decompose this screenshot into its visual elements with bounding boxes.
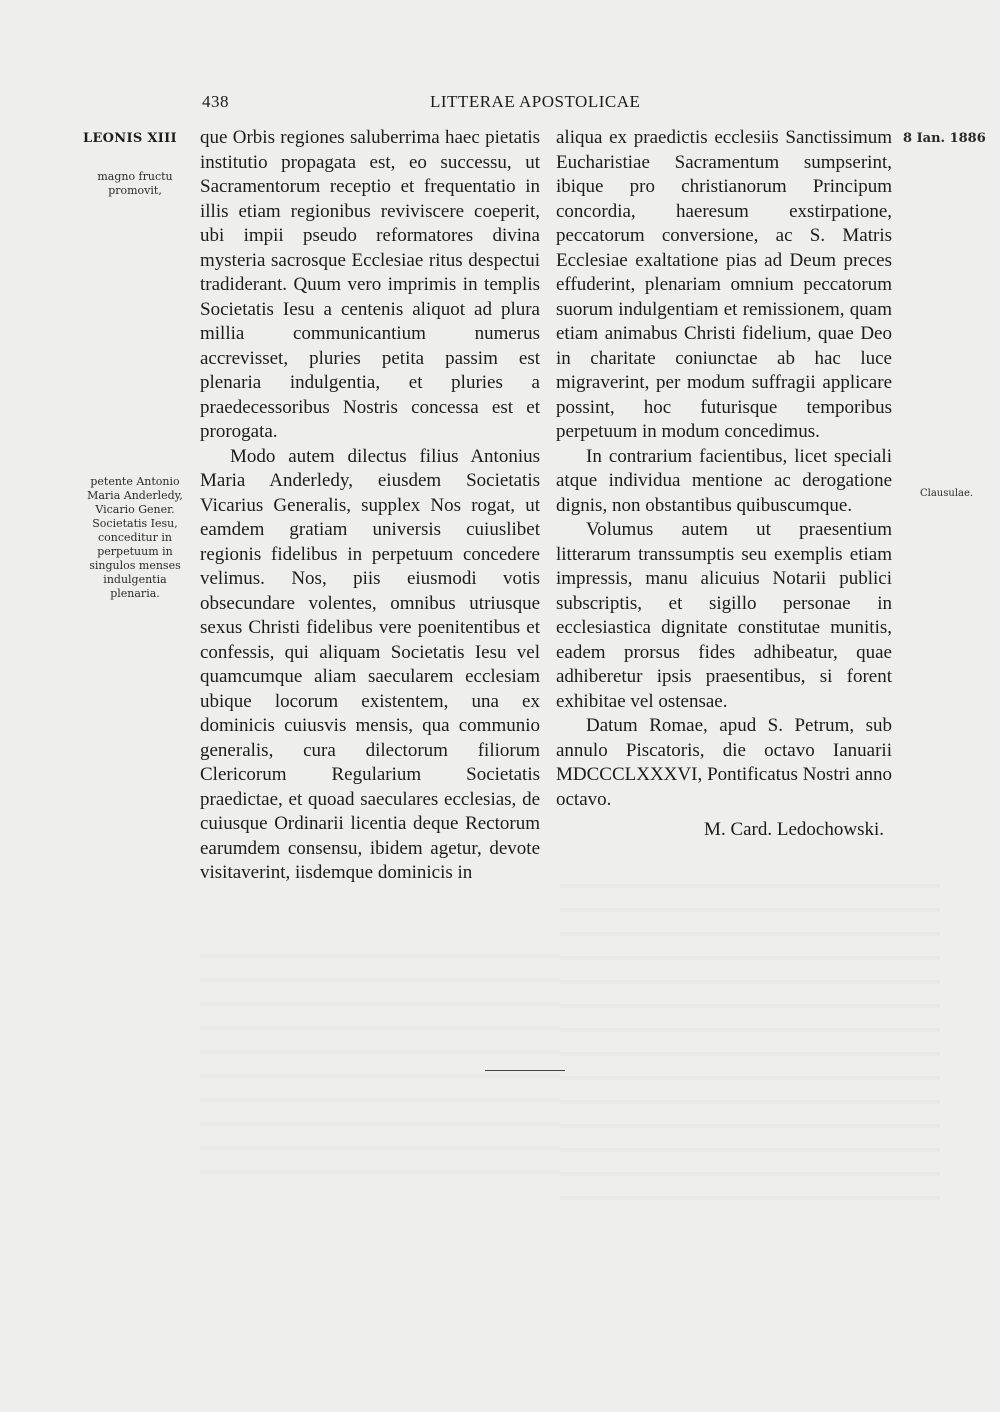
- right-paragraph-4: Datum Romae, apud S. Petrum, sub annulo Piscatoris, die octavo Ianuarii MDCCCLXXXVI, Pontificatus Nostri anno octavo.: [556, 715, 892, 810]
- left-paragraph-2: Modo autem dilectus filius Antonius Maria Anderledy, eiusdem Societatis Vicarius Generalis, supplex Nos rogat, ut eamdem gratiam universis cuiuslibet regionis fidelibus in perpetuum concedere velimus. Nos, piis eiusmodi votis obsecundare volentes, omnibus utriusque sexus Christi fidelibus vere poenitentibus et confessis, qui aliquam Societatis Iesu vel quamcumque aliam saecularem ecclesiam ubique locorum existentem, una ex dominicis cuiusvis mensis, qua communio generalis, cura dilectorum filiorum Clericorum Regularium Societatis praedictae, et quoad saeculares ecclesias, de cuiusque Ordinarii licentia deque Rectorum earumdem consensu, ibidem agetur, devote visitaverint, iisdemque dominicis in: [200, 445, 540, 883]
- right-column: [556, 126, 892, 843]
- bleed-through-shading: [200, 940, 560, 1190]
- margin-note-2: petente Antonio Maria Anderledy, Vicario Gener. Societatis Iesu, conceditur in perpetuum in singulos menses indulgentia plenaria.: [87, 475, 183, 600]
- running-title: LITTERAE APOSTOLICAE: [430, 92, 641, 111]
- running-header: [200, 92, 880, 120]
- margin-author: LEONIS XIII: [83, 131, 177, 146]
- right-paragraph-2: In contrarium facientibus, licet speciali atque individua mentione ac derogatione dignis, non obstantibus quibuscumque.: [556, 445, 892, 516]
- bleed-through-shading-2: [560, 870, 940, 1200]
- closing-rule: [485, 1070, 565, 1071]
- margin-note-1: magno fructu promovit,: [97, 170, 173, 197]
- margin-date: 8 Ian. 1886: [903, 131, 986, 146]
- left-paragraph-1: que Orbis regiones saluberrima haec pietatis institutio propagata est, eo successu, ut Sacramentorum receptio et frequentatio in illis etiam regionibus reviviscere coeperit, ubi impii pseudo reformatores divina mysteria sacrosque Ecclesiae ritus despectui tradiderant. Quum vero imprimis in templis Societatis Iesu a centenis aliquot ad plura millia communicantium numerus accrevisset, pluries petita passim est plenaria indulgentia, et pluries a praedecessoribus Nostris concessa est et prorogata.: [200, 127, 540, 442]
- page-number: 438: [202, 92, 229, 111]
- right-paragraph-3: Volumus autem ut praesentium litterarum transsumptis seu exemplis etiam impressis, manu alicuius Notarii publici subscriptis, et sigillo personae in ecclesiastica dignitate constitutae munitis, eadem prorsus fides adhibeatur, quae adhiberetur ipsis praesentibus, si forent exhibitae vel ostensae.: [556, 519, 892, 712]
- margin-clausulae: Clausulae.: [920, 488, 974, 499]
- right-paragraph-1: aliqua ex praedictis ecclesiis Sanctissimum Eucharistiae Sacramentum sumpserint, ibique pro christianorum Principum concordia, haeresum exstirpatione, peccatorum conversione, ac S. Matris Ecclesiae exaltatione pias ad Deum preces effuderint, plenariam omnium peccatorum suorum indulgentiam et remissionem, quam etiam animabus Christi fidelium, quae Deo in charitate coniunctae ab hac luce migraverint, per modum suffragii applicare possint, hoc futurisque temporibus perpetuum in modum concedimus.: [556, 127, 892, 442]
- left-column: [200, 126, 540, 886]
- signature: M. Card. Ledochowski.: [704, 819, 884, 840]
